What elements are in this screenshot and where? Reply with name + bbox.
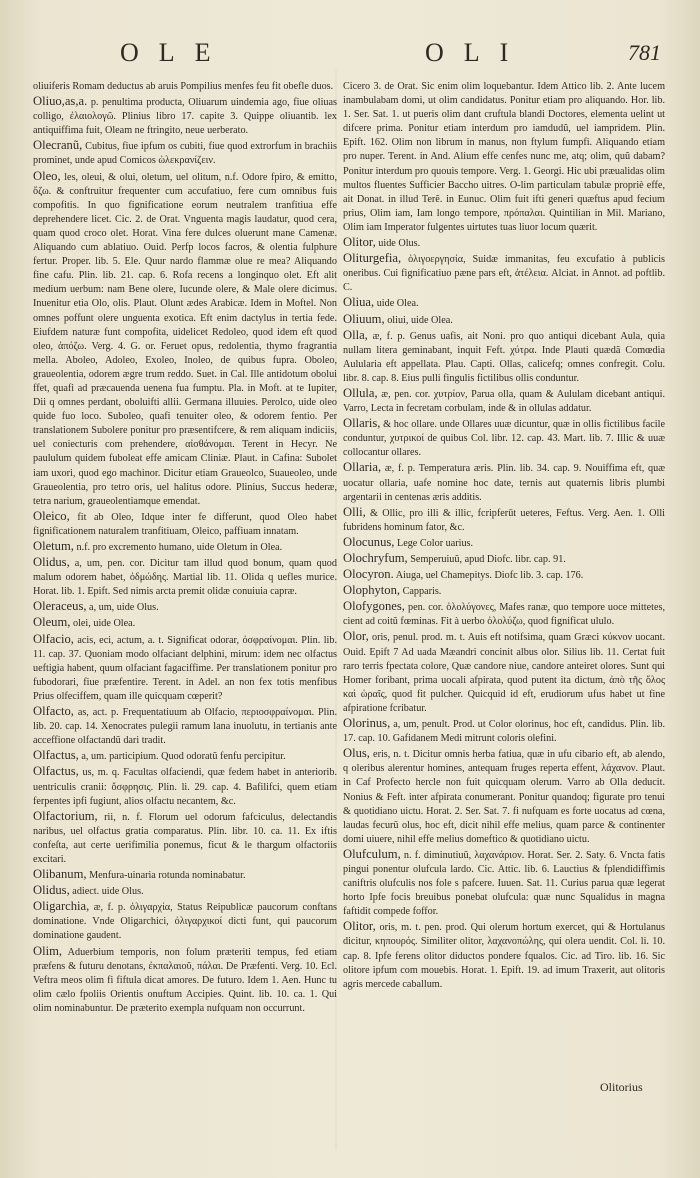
entry-headword: Olfacio, [33,631,74,646]
entry-text: as, act. p. Frequentatiuum ab Olfacio, περιοσφραίνομαι. Plin. lib. 20. cap. 14. Xenocrates pulegii ramum lana inuolutu, in tertianis ante acceffione olfactandũ dari tradit. [33,707,337,747]
dictionary-entry [33,615,337,631]
entry-headword: Olli, [343,504,366,519]
entry-headword: Oletum, [33,539,74,553]
entry-text: fit ab Oleo, Idque inter fe differunt, quod Oleo habet fignificationem naturalem tranfitiuam, Oleico, paffiuam innatam. [33,511,337,537]
entry-text: pen. cor. ὀλολύγονες, Mafes ranæ, quo tempore uoce mittetes, cient ad coitũ fœminas. Fit à uerbo ὀλολύζω, quod fignificat ululo. [343,602,665,628]
dictionary-entry [33,94,337,138]
entry-text: ὀλιγοεργησία, Suidæ immanitas, feu excufatio à publicis oneribus. Cui fignificatiuo pæne pars eft, ἀτέλεια. Alciat. in Annot. ad poftlib. C. [343,254,665,294]
left-column [33,78,337,1138]
entry-text: p. penultima producta, Oliuarum uindemia ago, fiue oliuas colligo, ἐλαιολογῶ. Plinius libro 17. capite 3. Quippe oliuantib. lex antiquiffima fuit, Oleam ne ftringito, neue uerberato. [33,97,337,137]
dictionary-entry [33,138,337,168]
entry-headword: Olufculum, [343,846,401,861]
entry-headword: Olocunus, [343,534,395,549]
entry-headword: Oliuo,as,a. [33,94,88,109]
entry-headword: Olus, [343,746,370,761]
dictionary-entry [343,583,665,599]
entry-text: Aduerbium temporis, non folum præteriti tempus, fed etiam præfens & futuru denotans, ἐκπαλαιοῦ, πάλαι. De Præfenti. Verg. 10. Ecl. Veftra meos olim fi fiftula dicat amores. De futuro. Idem 1. Aen. Hunc tu olim cælo fpoliis Orientis onuftum Accipies. Quint. lib. 10. ca. 1. Qui olim nominabuntur. De præterito exempla nufquam non occurrunt. [33,946,337,1014]
entry-headword: Olim, [33,943,63,958]
entry-headword: Olfactus, [33,764,79,779]
dictionary-entry [33,899,337,943]
dictionary-entry [33,555,337,599]
entry-text: olei, uide Olea. [72,618,136,630]
entry-headword: Olidus, [33,883,70,898]
entry-text: æ, f. p. ὀλιγαρχία, Status Reipublicæ paucorum conftans dominatione. Vnde Oligarchici, ὀλιγαρχικοί dicti funt, qui paucorum dominatione gaudent. [33,902,337,942]
dictionary-entry [343,295,665,311]
dictionary-entry [33,809,337,867]
dictionary-entry [343,251,665,295]
entry-text: a, um, pen. cor. Dicitur tam illud quod bonum, quam quod malum odorem habet, ὀδμώδης. Martial lib. 11. Olida q uefles murice. Horat. lib. 1. Epift. Sed nimis arcta premit olidæ conuiuia capræ. [33,558,337,598]
catchword: Olitorius [600,1080,643,1094]
entry-headword: Ollaria, [343,460,382,475]
entry-text: les, oleui, & olui, oletum, uel olitum, n.f. Odore fpiro, & emitto, ὄζω. & conftruitur frequenter cum accufatiuo, fere cum omnibus fuis compofitis. In quo fignificatione eorum neutralem tranfitiua effe deprehendere licet. Cic. 2. de Orat. Vnguenta magis laudatur, quod cera, quam quod croco olet. Horat. Vina fere dulces oluerunt mane Camenæ. Aliquando cum ablatiuo. Ouid. Perfp locos facros, & olentia fulphure fertur. Proper. lib. 5. Ele. Quur nardo flammæ olue re mea? Aliquando fine cafu. Plin. lib. 21. cap. 6. Rofa recens a longinquo olet. Eft alit medium uerbum: nam Bene olere, Iucunde olere, & Male olere dicimus. Inuenitur etia Olo, olis. Plaut. Olunt ædes Arabicæ. Idem in Moftel. Non omnes poffunt olere unguenta exotica. Eft enim dactylus in tertia fede. Eiufdem naturæ funt compofita, uidelicet Redoleo, quod idem eft quod oleo, ἀπόζω. Verg. 4. G. or. Feruet opus, redolentia, thymo fragrantia mella. Aboleo, Adoleo, Exoleo, Inoleo, de quibus fupra. Oboleo, graueolentia, odorem ægre trum reddo. Suet. in Cal. Ille antidotum obolui ffet, quafi ad præcauenda uenena fua fumptu. Pla. in Moft. at te Iupiter, Dii q omnes perdant, oboluifti allii. Germana illuuies. Perolco, uide oleo quide fuo loco. Suboleo, quafi tenuiter oleo, & odorem fentio. Per translationem Subolere ponitur pro præsentifcere, & rem aliquam indiciis, uel coniecturis com prehendere, αἰσθάνομαι. Terent in Hecyr. Ne paululum quidem fuboleat effe amicam Cliniæ. Plaut. in Cafina: Subolet iam uxori, quod ego machinor. Dicitur etiam Graueolco, Suaueoleo, unde Graueolentia, pro tetro oris, uel halitus odore. Plinius, Succus hederæ, tetra narium, graueolentiamque emendat. [33,171,337,507]
entry-headword: Olla, [343,327,368,342]
running-header [0,38,700,70]
dictionary-entry [343,312,665,328]
entry-headword: Olfactus, [33,748,79,763]
dictionary-entry [343,716,665,746]
dictionary-entry [343,416,665,460]
entry-text: a, um. participium. Quod odoratũ fenfu percipitur. [81,751,286,763]
dictionary-entry [33,509,337,539]
entry-text: oris, penul. prod. m. t. Auis eft notifsima, quam Græci κύκνον uocant. Ouid. Epift 7 Ad uada Mæandri concinit albus olor. Silius lib. 11. Certat fuit raro terris fpectata colore, Quæ candore niue, candore anteiret olores. Sunt qui Homer foribant, prima uocali afpirata, quod putent ita dictum, ἀπὸ τῆς ὅλος καὶ ὡραῖς, quod fit pulcher. Quicquid id eft, erudiorum ufus habet ut fine afpiratione fcribatur. [343,632,665,714]
entry-text: oris, m. t. pen. prod. Qui olerum hortum exercet, qui & Hortulanus dicitur, κηπουρός. Similiter olitor, λαχανοπώλης, qui olera uendit. Col. li. 10. cap. 8. Ipfe ferens olitor diductos pondere fqualos. Cic. ad Tiro. lib. 16. Sic olitore ipfum com mouebis. Horat. 1. Epift. 19. ad imum Traxerit, aut olitoris agris mercede caballum. [343,922,665,990]
dictionary-entry [343,460,665,504]
entry-text: Cicero 3. de Orat. Sic enim olim loquebantur. Idem Attico lib. 2. Ante lucem inambulabam domi, ut olim candidatus. Ponitur etiam pro aliquando. Hor. lib. 1. Ser. Sat. 1. ut pueris olim dant cruftula blandi Doctores, elementa uelint ut difcere prima. Ponitur etiam interdum pro iamdudũ, uel iampridem. Plin. Epift. 162. Olim non librum in manus, non ftylum fumpfi. Aliquando etiam pro nuper. Terent. in And. Alium effe cenfes nunc me, atq; olim, quũ dabam? Ponitur interdum pro quouis tempore. Verg. 1. Georgi. Hic ubi præualidas olim multos fluentes Sufficier Baccho uitres. O-lim particulam tabulæ propriè effe, ait Donat. in illud Terẽ. in Eunuc. Olim fuit ifti generi quæftus apud fecium prius, Olim iam, Iam longo tempore, πρόπαλαι. Quintilian in Mil. Mariano, Olim iam Imperator fulgentes uirtutes tuas liuor locum quærit. [343,81,665,233]
entry-headword: Oligarchia, [33,899,90,914]
entry-text: us, m. q. Facultas olfaciendi, quæ fedem habet in anteriorib. uentriculis cranii: ὄσφρησις. Plin. li. 29. cap. 4. Bafilifci, quem etiam ferpentes ipfi fugiunt, alios olfactu necantem, &c. [33,767,337,807]
entry-text: Lege Color uarius. [396,537,474,549]
entry-headword: Olfactorium, [33,808,98,823]
entry-headword: Olidus, [33,555,70,570]
entry-text: oliui, uide Olea. [387,314,453,326]
entry-headword: Oleum, [33,615,71,630]
entry-headword: Olocyron. [343,567,394,582]
dictionary-entry [33,748,337,764]
entry-text: eris, n. t. Dicitur omnis herba fatiua, quæ in ufu cibario eft, ab alendo, q oleribus alerentur homines, antequam fruges reperta effent, λάχανον. Plaut. in Caf Profecto hercle non fuit quicquam olerum. Varro ab Olla deducit. Nonius & Feft. inter afpirata conumerant. Ponitur quandoq; figurate pro tenui & quotidiano uictu. Horat. 2. Ser. Sat. 7. fi nufquam es forte uocatus ad cœna, laudas fecurũ olus, hoc eft, dicit nihil effe melius, quam parce & continenter domi uiuere, nihil effe melius domeftico & quotidiano uictu. [343,749,665,845]
entry-headword: Olorinus, [343,716,391,731]
entry-text: adiect. uide Olus. [72,886,144,898]
dictionary-entry [343,847,665,919]
entry-headword: Olibanum, [33,867,87,882]
page-number: 781 [628,40,661,65]
dictionary-entry [33,599,337,615]
dictionary-entry [33,632,337,704]
entry-text: n. f. diminutiuũ, λαχανάριον. Horat. Ser. 2. Saty. 6. Vncta fatis pingui ponentur olufcula lardo. Cic. Attic. lib. 6. Lauctius & fplendidiffimis caniftris olufculis nos fole s pafcere. Iuuen. Sat. 11. Curius parua quæ legerat horto Ipfe focis breuibus ponebat olufcula: quæ nunc Squalidus in magna faftidit compede foffor. [343,849,665,918]
entry-text: Cubitus, fiue ipfum os cubiti, fiue quod extrorfum in brachiis prominet, unde apud Comicos ὠλεκρανίζειν. [33,141,337,167]
entry-headword: Oliturgefia, [343,251,402,266]
entry-headword: Oliuum, [343,311,385,326]
dictionary-entry [33,169,337,509]
entry-text: & Ollic, pro illi & illic, fcripferūt ueteres, Feftus. Verg. Aen. 1. Olli fubridens hominum fator, &c. [343,507,665,533]
dictionary-entry [33,764,337,808]
dictionary-entry [343,535,665,551]
entry-headword: Oleico, [33,508,70,523]
dictionary-entry [343,629,665,716]
dictionary-entry [33,539,337,555]
entry-text: æ, f. p. Temperatura æris. Plin. lib. 34. cap. 9. Nouiffima eft, quæ uocatur ollaria, uafe nomine hoc date, ternis aut quaternis libris plumbi argentarii in centenas æris additis. [343,463,665,503]
entry-text: n.f. pro excremento humano, uide Oletum in Olea. [76,542,283,553]
entry-text: a, um, uide Olus. [89,602,159,614]
entry-headword: Olitor, [343,919,376,934]
entry-text: uide Olea. [376,298,419,310]
entry-text: Semperuiuũ, apud Diofc. libr. cap. 91. [410,554,566,565]
entry-text: Capparis. [402,586,442,598]
entry-text: & hoc ollare. unde Ollares uuæ dicuntur, quæ in ollis fictilibus facile conduntur, χυτρικοί de quibus Col. libr. 12. cap. 43. Mart. lib. 7. Illic & uuæ collocantur ollares. [343,419,665,459]
header-left-letters: OLE [120,38,231,67]
dictionary-entry [33,883,337,899]
entry-headword: Olofygones, [343,599,405,614]
entry-headword: Ollaris, [343,416,381,431]
entry-headword: Oleraceus, [33,599,87,614]
header-right-letters: OLI [425,38,529,67]
entry-text: rii, n. f. Florum uel odorum fafciculus, delectandis naribus, uel olfactus gratia comparatus. Plin. libr. 10. ca. 11. Ex iftis confeſta, aut certe uerifimilia ponemus, ficut & le thargum olfactoriis excitari. [33,811,337,865]
entry-text: a, um, penult. Prod. ut Color olorinus, hoc eft, candidus. Plin. lib. 17. cap. 10. Gafidanem Medi mitrunt coloris olefini. [343,719,665,745]
dictionary-entry [343,599,665,629]
entry-headword: Ollula, [343,385,378,400]
entry-headword: Oleo, [33,168,61,183]
dictionary-entry [343,235,665,251]
entry-text: æ, pen. cor. χυτρίον, Parua olla, quam & Aululam dicebant antiqui. Varro, Lecta in fecretam corbulam, inde & in ollulas addatur. [343,388,665,415]
dictionary-entry [33,704,337,748]
entry-headword: Olochryfum, [343,551,408,565]
dictionary-entry [343,505,665,535]
dictionary-entry [343,919,665,991]
entry-headword: Olfacto, [33,704,74,719]
entry-text: oliuiferis Romam deductus ab aruis Pompilius menfes feu fit obefle duos. [33,81,334,92]
dictionary-entry [343,551,665,567]
dictionary-entry [33,78,337,94]
dictionary-entry [343,746,665,847]
entry-headword: Olitor, [343,235,376,250]
entry-text: uide Olus. [378,238,421,250]
entry-text: Menfura-uinaria rotunda nominabatur. [89,870,246,882]
dictionary-entry [343,567,665,583]
entry-headword: Olor, [343,629,369,644]
entry-headword: Olophyton, [343,583,401,598]
dictionary-entry [343,78,665,235]
entry-text: æ, f. p. Genus uafis, ait Noni. pro quo antiqui dicebant Aula, quia nullam litera geminabant, inquit Feft. χύτρα. Inde Plauti quædã Comœdia Aulularia eft appellata. Plau. Capti. Ollas, calicefq; omnes confregit. Colu. libr. 8. cap. 8. Eius pulli fingulis fictilibus ollis conduntur. [343,330,665,384]
dictionary-entry [343,328,665,386]
entry-text: Aiuga, uel Chamepitys. Diofc lib. 3. cap. 176. [395,570,584,582]
entry-headword: Olecranũ, [33,138,83,153]
entry-headword: Oliua, [343,295,375,310]
dictionary-entry [343,386,665,416]
dictionary-entry [33,867,337,883]
dictionary-entry [33,944,337,1016]
entry-text: acis, eci, actum, a. t. Significat odorar, ὀσφραίνομαι. Plin. lib. 11. cap. 37. Quoniam modo olfaciant delphini, mirum: idem nec olfactus ueftigia habent, quum olfaciant fagaciffime. Per translationem ponitur pro fubodorari, fiue præfentire. Terent. in Adel. an non fex totis menfibus Prius olfeciffem, quam ille quicquam cœperit? [33,634,337,702]
right-column [343,78,665,1138]
